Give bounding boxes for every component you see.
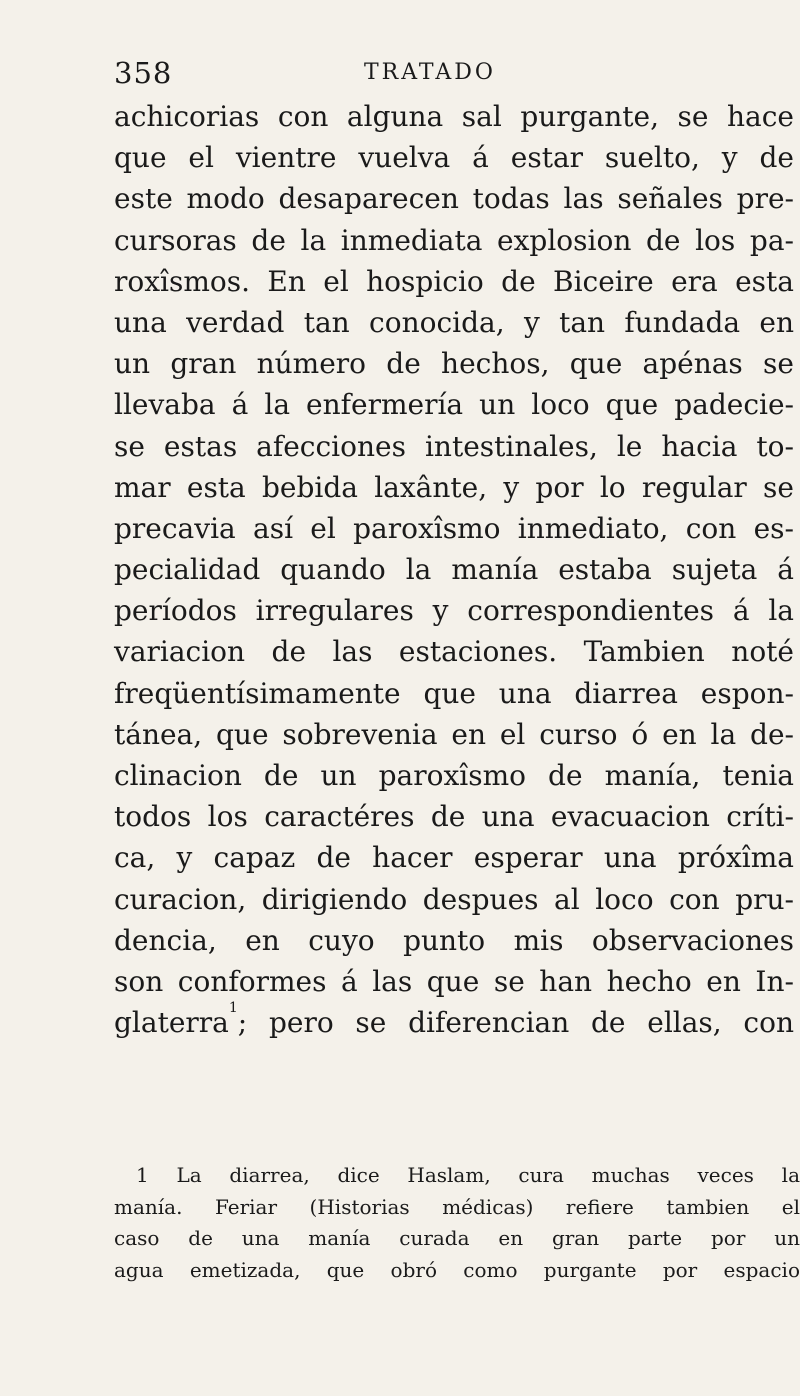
text-line: este modo desaparecen todas las señales pre-	[114, 182, 794, 216]
text-fragment: ; pero se diferencian de ellas, con	[237, 1006, 794, 1040]
text-line: achicorias con alguna sal purgante, se hace	[114, 100, 794, 133]
text-line: períodos irregulares y correspondientes á la	[114, 594, 794, 628]
page-header	[114, 56, 714, 96]
text-line: todos los caractéres de una evacuacion críti-	[114, 800, 794, 834]
footnote	[114, 1160, 800, 1286]
text-line: precavia así el paroxîsmo inmediato, con es-	[114, 511, 794, 545]
text-line: pecialidad quando la manía estaba sujeta á	[114, 553, 794, 587]
footnote-reference[interactable]: 1	[228, 1000, 238, 1017]
text-line-with-footnote-ref	[114, 1002, 794, 1043]
text-line: variacion de las estaciones. Tambien noté	[114, 635, 794, 669]
footnote-line: manía. Feriar (Historias médicas) refiere tambien el	[114, 1194, 800, 1219]
text-line: mar esta bebida laxânte, y por lo regular se	[114, 470, 794, 504]
text-line: freqüentísimamente que una diarrea espon-	[114, 676, 794, 710]
footnote-line: caso de una manía curada en gran parte por un	[114, 1226, 800, 1250]
text-line: ca, y capaz de hacer esperar una próxîma	[114, 841, 794, 875]
text-line: roxîsmos. En el hospicio de Biceire era esta	[114, 264, 794, 298]
text-line: clinacion de un paroxîsmo de manía, tenia	[114, 759, 794, 792]
running-head: TRATADO	[364, 60, 496, 85]
text-line: cursoras de la inmediata explosion de los pa-	[114, 223, 794, 257]
text-line: una verdad tan conocida, y tan fundada en	[114, 305, 794, 339]
text-line: se estas afecciones intestinales, le hacia to-	[114, 429, 794, 463]
text-line: llevaba á la enfermería un loco que padecie-	[114, 388, 794, 422]
text-line: un gran número de hechos, que apénas se	[114, 347, 794, 381]
footnote-line: 1 La diarrea, dice Haslam, cura muchas veces la	[136, 1163, 800, 1187]
page-number: 358	[114, 56, 173, 90]
text-fragment: glaterra	[114, 1006, 229, 1040]
text-line: dencia, en cuyo punto mis observaciones	[114, 923, 794, 957]
text-line: curacion, dirigiendo despues al loco con pru-	[114, 882, 794, 916]
footnote-line: agua emetizada, que obró como purgante por espacio	[114, 1257, 800, 1282]
text-line: que el vientre vuelva á estar suelto, y de	[114, 141, 794, 175]
text-line: tánea, que sobrevenia en el curso ó en la de-	[114, 717, 794, 751]
body-text	[114, 96, 794, 1043]
text-line: son conformes á las que se han hecho en In-	[114, 964, 794, 998]
